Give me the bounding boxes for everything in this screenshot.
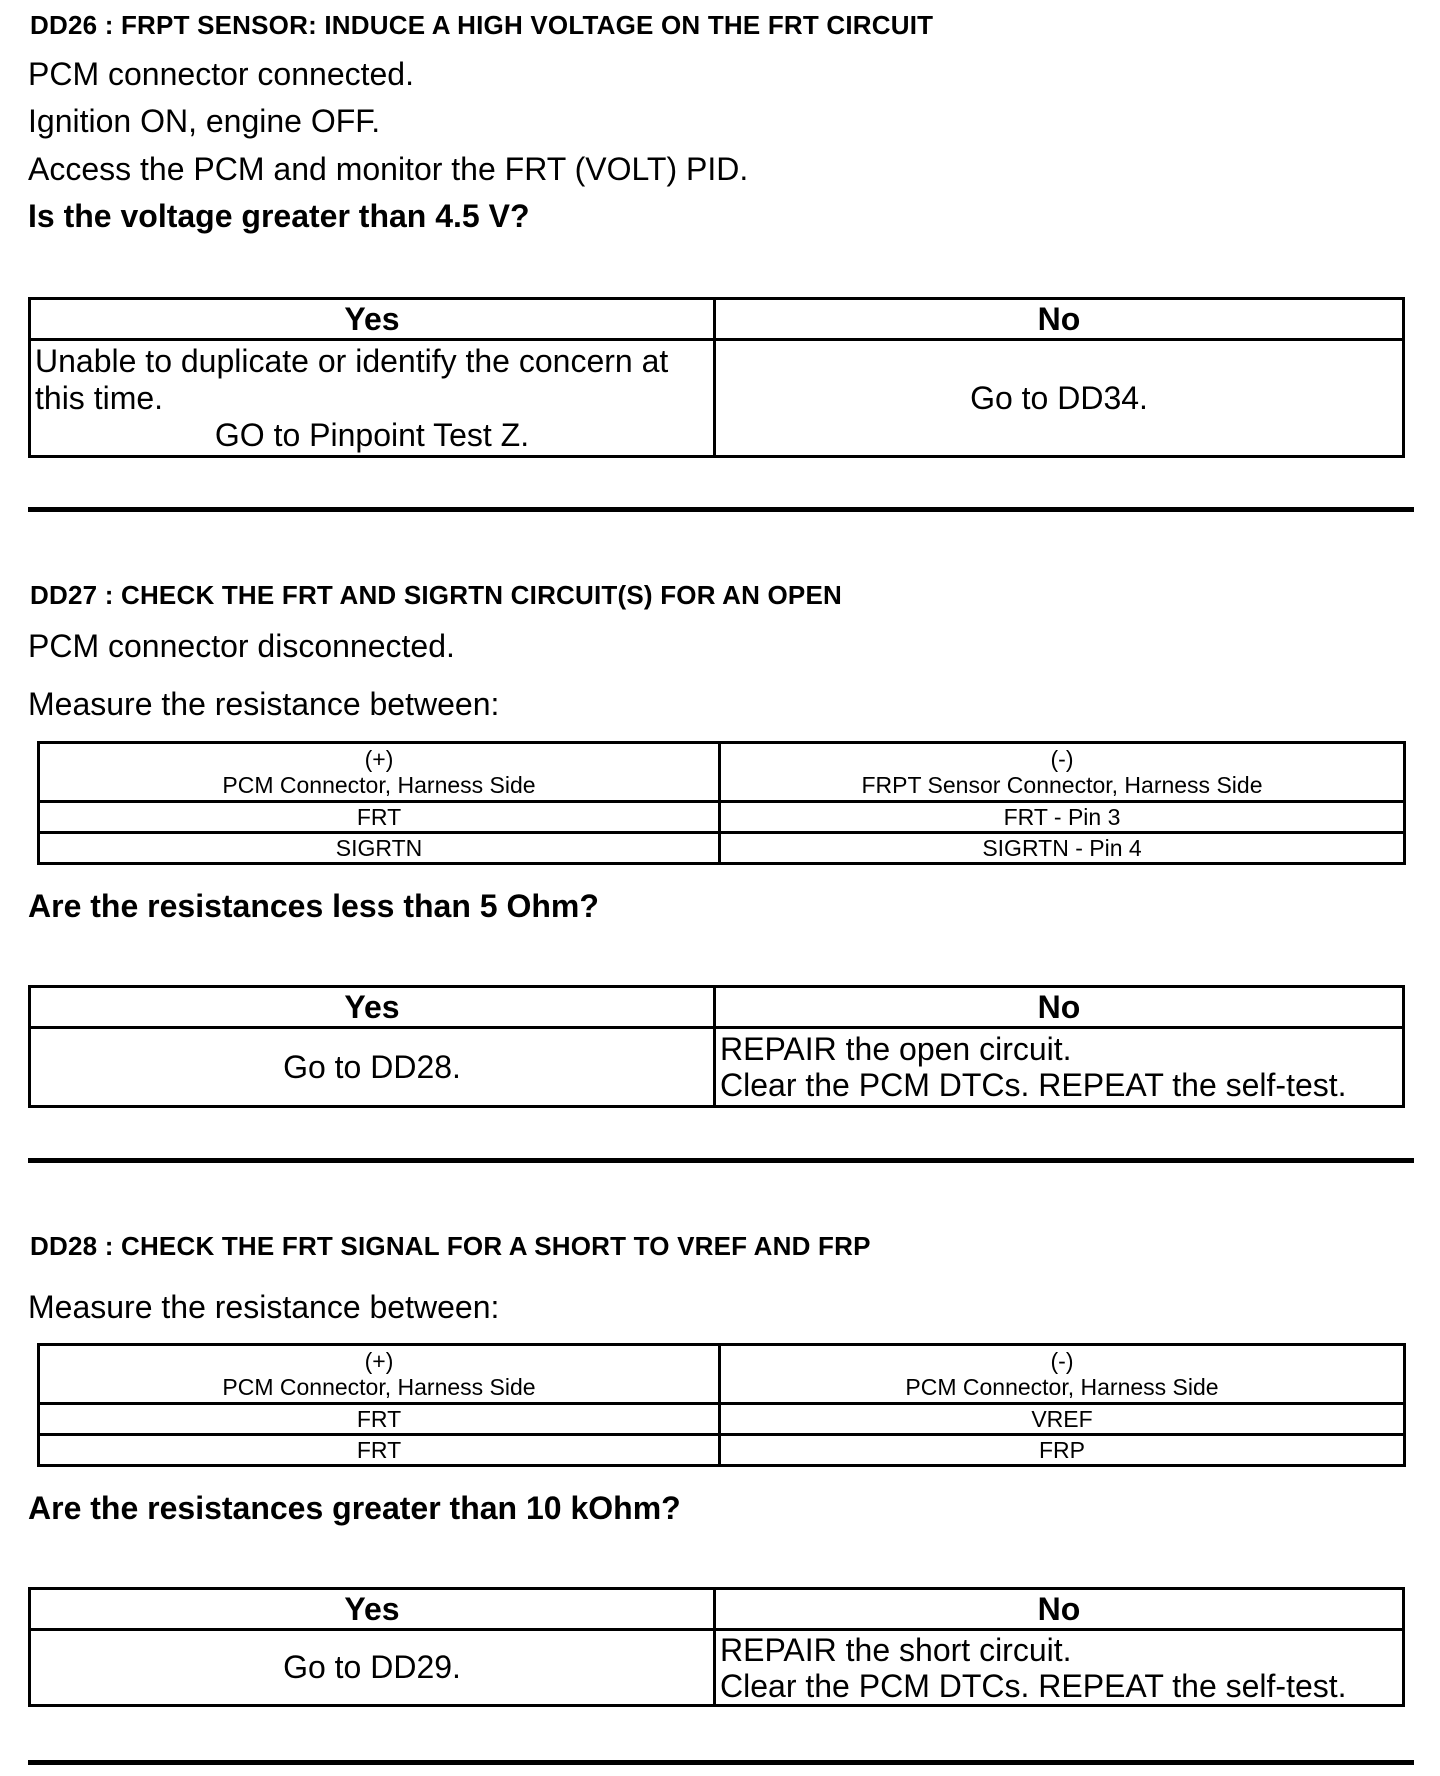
instruction-line: PCM connector disconnected.: [28, 628, 455, 664]
test-question: Are the resistances less than 5 Ohm?: [28, 888, 599, 924]
measurement-cell: SIGRTN - Pin 4: [720, 833, 1405, 864]
measurement-table-dd28: [37, 1343, 1406, 1467]
no-header: No: [715, 987, 1404, 1028]
positive-sign: (+): [364, 746, 394, 772]
no-header: No: [715, 299, 1404, 340]
instruction-line: Ignition ON, engine OFF.: [28, 103, 381, 139]
measurement-table-dd27: [37, 741, 1406, 865]
instruction-line: PCM connector connected.: [28, 56, 414, 92]
positive-connector-title: PCM Connector, Harness Side: [222, 1374, 536, 1400]
yes-no-table-dd26: [28, 297, 1405, 458]
test-question: Is the voltage greater than 4.5 V?: [28, 198, 530, 234]
no-result-action: REPAIR the open circuit.: [720, 1031, 1072, 1067]
positive-connector-title: PCM Connector, Harness Side: [222, 772, 536, 798]
positive-sign: (+): [364, 1348, 394, 1374]
no-result-cell: Go to DD34.: [715, 340, 1404, 457]
no-result-action: Clear the PCM DTCs. REPEAT the self-test.: [720, 1067, 1347, 1103]
yes-result-cell: [30, 340, 715, 457]
measurement-cell: VREF: [720, 1404, 1405, 1435]
measurement-cell: SIGRTN: [39, 833, 720, 864]
no-result-action: Clear the PCM DTCs. REPEAT the self-test.: [720, 1667, 1347, 1704]
measurement-header-positive: [39, 743, 720, 802]
yes-no-table-dd27: [28, 985, 1405, 1108]
section-heading-dd27: DD27 : CHECK THE FRT AND SIGRTN CIRCUIT(S) FOR AN OPEN: [30, 580, 842, 610]
yes-header: Yes: [30, 987, 715, 1028]
section-heading-dd28: DD28 : CHECK THE FRT SIGNAL FOR A SHORT TO VREF AND FRP: [30, 1231, 871, 1261]
no-result-action: REPAIR the short circuit.: [720, 1631, 1072, 1668]
measurement-cell: FRT: [39, 802, 720, 833]
measurement-header-negative: [720, 743, 1405, 802]
section-divider: [28, 1158, 1414, 1163]
negative-sign: (-): [1050, 746, 1074, 772]
section-heading-dd26: DD26 : FRPT SENSOR: INDUCE A HIGH VOLTAGE ON THE FRT CIRCUIT: [30, 10, 934, 40]
test-question: Are the resistances greater than 10 kOhm?: [28, 1490, 681, 1526]
yes-result-cell: Go to DD29.: [30, 1630, 715, 1706]
instruction-line: Measure the resistance between:: [28, 1289, 500, 1325]
no-result-cell: [715, 1028, 1404, 1107]
yes-result-cell: Go to DD28.: [30, 1028, 715, 1107]
yes-result-text: this time.: [35, 379, 164, 416]
measurement-cell: FRT: [39, 1435, 720, 1466]
measurement-cell: FRP: [720, 1435, 1405, 1466]
yes-no-table-dd28: [28, 1587, 1405, 1707]
yes-header: Yes: [30, 299, 715, 340]
measurement-cell: FRT: [39, 1404, 720, 1435]
yes-header: Yes: [30, 1589, 715, 1630]
negative-connector-title: PCM Connector, Harness Side: [905, 1374, 1219, 1400]
measurement-header-negative: [720, 1345, 1405, 1404]
yes-result-action: GO to Pinpoint Test Z.: [214, 416, 530, 453]
measurement-header-positive: [39, 1345, 720, 1404]
negative-sign: (-): [1050, 1348, 1074, 1374]
section-divider: [28, 507, 1414, 512]
measurement-cell: FRT - Pin 3: [720, 802, 1405, 833]
instruction-line: Access the PCM and monitor the FRT (VOLT) PID.: [28, 151, 749, 187]
section-divider: [28, 1760, 1414, 1765]
no-header: No: [715, 1589, 1404, 1630]
instruction-line: Measure the resistance between:: [28, 686, 500, 722]
yes-result-text: Unable to duplicate or identify the concern at: [35, 342, 669, 379]
no-result-cell: [715, 1630, 1404, 1706]
negative-connector-title: FRPT Sensor Connector, Harness Side: [861, 772, 1263, 798]
